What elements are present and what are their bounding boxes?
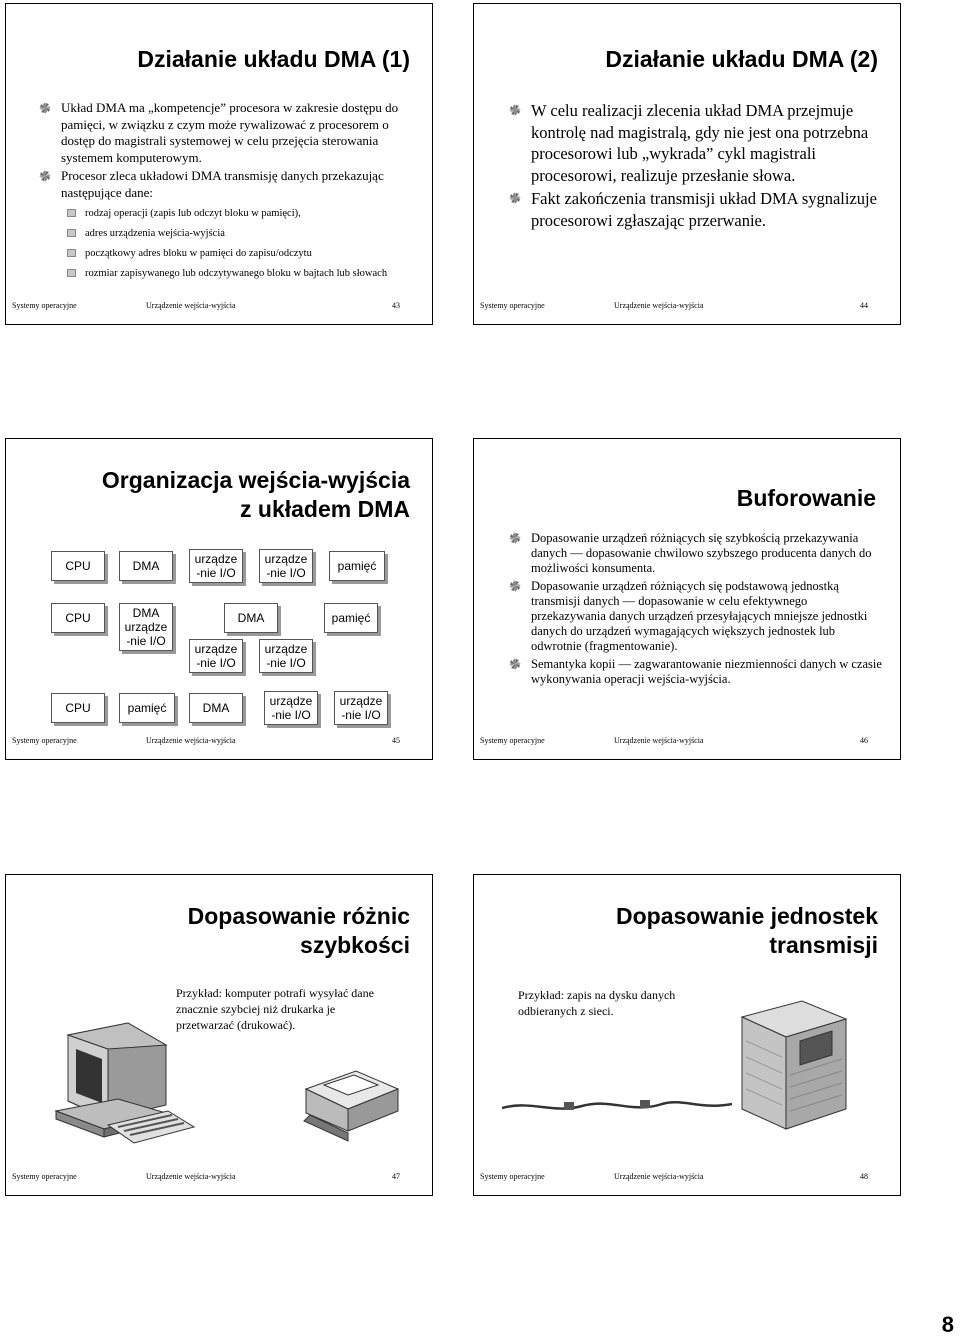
dma-box: DMA [224, 603, 278, 633]
disk-cabinet-icon [732, 997, 852, 1137]
footer-slide-number: 43 [392, 301, 400, 310]
footer-course: Systemy operacyjne [480, 1172, 545, 1181]
pinwheel-bullet-icon [509, 580, 521, 592]
bullet-list [531, 531, 882, 687]
io-device-box: urządze -nie I/O [264, 691, 318, 725]
square-bullet-icon [66, 268, 76, 277]
cpu-box: CPU [51, 603, 105, 633]
slide-footer [474, 1171, 900, 1183]
sub-bullet-text: rozmiar zapisywanego lub odczytywanego bloku w bajtach lub słowach [85, 268, 388, 279]
bullet-text: Układ DMA ma „kompetencje” procesora w zakresie dostępu do pamięci, w związku z czym może rywalizować z procesorem o dostęp do magistrali systemowej w celu przejęcia sterowania systemem komputerowym. [61, 100, 399, 165]
bullet-item [531, 657, 882, 687]
memory-box: pamięć [329, 551, 385, 581]
dma-box: DMA [119, 551, 173, 581]
printer-icon [294, 1067, 404, 1145]
bullet-text: W celu realizacji zlecenia układ DMA przejmuje kontrolę nad magistralą, gdy nie jest ona potrzebna procesorowi lub „wykrada” cykl magistrali procesorowi, realizuje przesłanie słowa. [531, 101, 869, 185]
bullet-item [61, 168, 410, 201]
io-device-box: urządze -nie I/O [189, 639, 243, 673]
slide-footer [6, 735, 432, 747]
footer-slide-number: 48 [860, 1172, 868, 1181]
bullet-text: Semantyka kopii — zagwarantowanie niezmienności danych w czasie wykonywania operacji wejścia-wyjścia. [531, 657, 882, 686]
footer-slide-number: 45 [392, 736, 400, 745]
slide-title [188, 902, 410, 960]
page-number: 8 [941, 1312, 954, 1337]
slide-45 [5, 438, 433, 760]
footer-topic: Urządzenie wejścia-wyjścia [614, 736, 704, 745]
slide-footer [474, 300, 900, 312]
slide-43 [5, 3, 433, 325]
pinwheel-bullet-icon [509, 532, 521, 544]
bullet-text: Procesor zleca układowi DMA transmisję danych przekazując następujące dane: [61, 168, 384, 200]
footer-topic: Urządzenie wejścia-wyjścia [146, 1172, 236, 1181]
bullet-text: Fakt zakończenia transmisji układ DMA sygnalizuje procesorowi zgłaszając przerwanie. [531, 189, 877, 230]
bullet-item [531, 531, 882, 576]
footer-course: Systemy operacyjne [12, 301, 77, 310]
slide-title-line-1: Dopasowanie jednostek [615, 903, 878, 929]
slide-footer [474, 735, 900, 747]
example-text: Przykład: zapis na dysku danych odbieranych z sieci. [518, 988, 676, 1018]
slide-title: Działanie układu DMA (2) [605, 46, 878, 72]
footer-slide-number: 44 [860, 301, 868, 310]
bullet-item [531, 579, 882, 654]
example-text: Przykład: komputer potrafi wysyłać dane znacznie szybciej niż drukarka je przetwarzać (drukować). [176, 986, 374, 1032]
slide-title-line-2: z układem DMA [240, 496, 410, 522]
cpu-box: CPU [51, 551, 105, 581]
bullet-text: Dopasowanie urządzeń różniących się szybkością przekazywania danych — dopasowanie chwilowo szybszego producenta danych do możliwości konsumenta. [531, 531, 872, 575]
bullet-item [531, 100, 884, 186]
slide-footer [6, 1171, 432, 1183]
slide-footer [6, 300, 432, 312]
bullet-list [61, 100, 410, 280]
sub-bullet-text: adres urządzenia wejścia-wyjścia [85, 228, 225, 239]
pinwheel-bullet-icon [509, 104, 521, 116]
bullet-text: Dopasowanie urządzeń różniących się podstawową jednostką transmisji danych — dopasowanie w celu efektywnego przekazywania danych urządzeń przesyłających mniejsze jednostki danych do urządzeń wymagających większych jednostek lub odwrotnie (fragmentowanie). [531, 579, 868, 653]
pinwheel-bullet-icon [39, 102, 51, 114]
slide-44 [473, 3, 901, 325]
square-bullet-icon [66, 248, 76, 257]
pinwheel-bullet-icon [509, 192, 521, 204]
slide-48 [473, 874, 901, 1196]
cpu-box: CPU [51, 693, 105, 723]
slide-title-line-2: szybkości [300, 932, 410, 958]
pinwheel-bullet-icon [39, 170, 51, 182]
io-device-box: urządze -nie I/O [259, 549, 313, 583]
slide-title-line-1: Dopasowanie różnic [187, 903, 410, 929]
footer-course: Systemy operacyjne [480, 301, 545, 310]
slide-title [102, 466, 410, 524]
footer-slide-number: 47 [392, 1172, 400, 1181]
square-bullet-icon [66, 228, 76, 237]
bullet-item [61, 100, 410, 166]
slide-46 [473, 438, 901, 760]
sub-bullet-list [85, 207, 410, 280]
footer-topic: Urządzenie wejścia-wyjścia [146, 301, 236, 310]
footer-course: Systemy operacyjne [480, 736, 545, 745]
dma-box: DMA [189, 693, 243, 723]
footer-course: Systemy operacyjne [12, 736, 77, 745]
sub-bullet-item [85, 207, 410, 220]
cable-icon [502, 1090, 732, 1120]
sub-bullet-item [85, 267, 410, 280]
slide-title-line-2: transmisji [769, 932, 878, 958]
footer-topic: Urządzenie wejścia-wyjścia [614, 1172, 704, 1181]
sub-bullet-item [85, 247, 410, 260]
sub-bullet-item [85, 227, 410, 240]
sub-bullet-text: początkowy adres bloku w pamięci do zapisu/odczytu [85, 248, 312, 259]
square-bullet-icon [66, 208, 76, 217]
slide-47 [5, 874, 433, 1196]
footer-slide-number: 46 [860, 736, 868, 745]
footer-topic: Urządzenie wejścia-wyjścia [614, 301, 704, 310]
io-device-box: urządze -nie I/O [259, 639, 313, 673]
slide-title: Działanie układu DMA (1) [137, 46, 410, 72]
memory-box: pamięć [119, 693, 175, 723]
bullet-list [531, 100, 884, 231]
footer-topic: Urządzenie wejścia-wyjścia [146, 736, 236, 745]
slide-title-line-1: Organizacja wejścia-wyjścia [101, 467, 410, 493]
sub-bullet-text: rodzaj operacji (zapis lub odczyt bloku w pamięci), [85, 208, 301, 219]
slide-title [616, 902, 878, 960]
bullet-item [531, 188, 884, 231]
footer-course: Systemy operacyjne [12, 1172, 77, 1181]
computer-icon [48, 1015, 198, 1150]
io-device-box: urządze -nie I/O [334, 691, 388, 725]
io-device-box: urządze -nie I/O [189, 549, 243, 583]
slide-title: Buforowanie [736, 485, 876, 511]
pinwheel-bullet-icon [509, 658, 521, 670]
memory-box: pamięć [324, 603, 378, 633]
dma-io-device-box: DMA urządze -nie I/O [119, 603, 173, 651]
